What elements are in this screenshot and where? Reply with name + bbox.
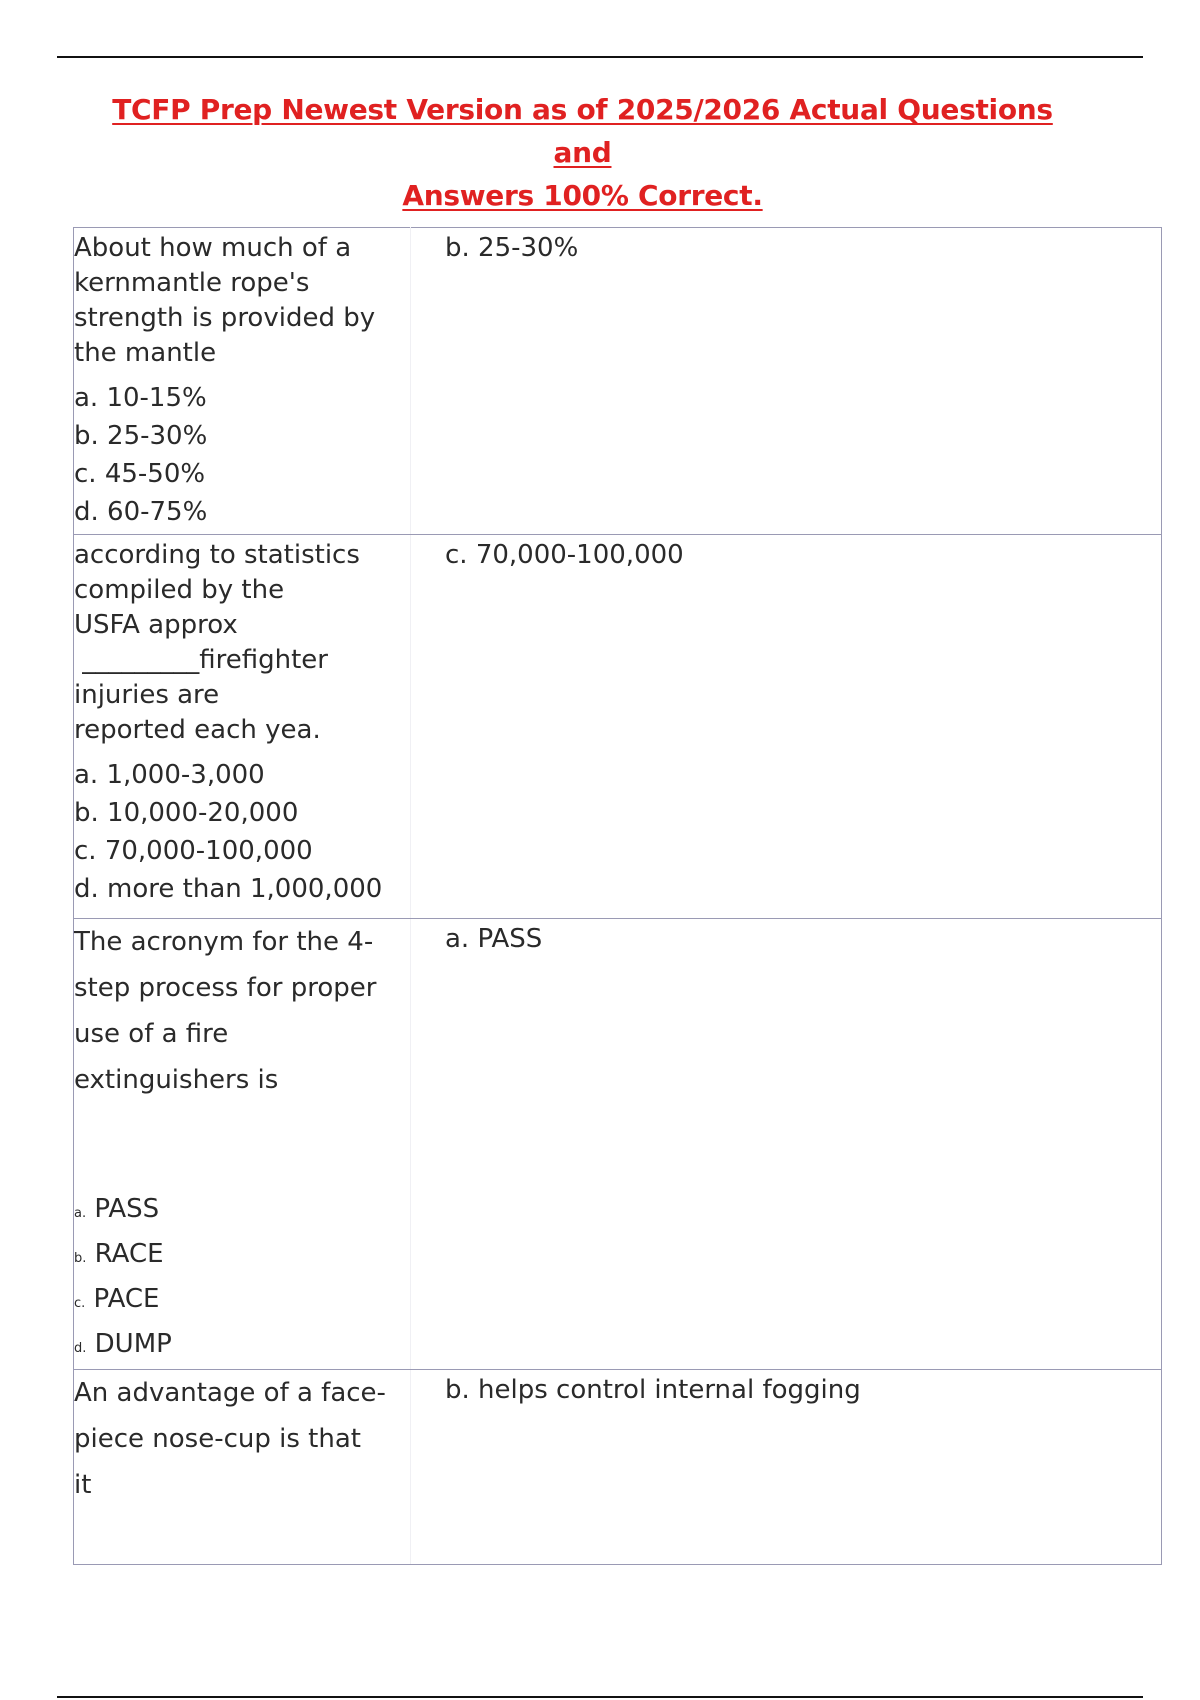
question-line: according to statistics: [74, 540, 360, 570]
title-line-2: Answers 100% Correct.: [402, 179, 763, 212]
answer-text: b. helps control internal fogging: [445, 1375, 861, 1405]
answer-text: c. 70,000-100,000: [445, 540, 684, 570]
table-row: [74, 228, 1162, 535]
option-text: RACE: [94, 1239, 164, 1269]
question-line: extinguishers is: [74, 1065, 279, 1095]
table-row: [74, 1370, 1162, 1565]
answer-cell: [411, 535, 1162, 919]
question-cell: [74, 919, 411, 1370]
question-line: injuries are: [74, 680, 220, 710]
option-letter: c.: [74, 1296, 86, 1311]
option-item: a. 10-15%: [74, 383, 207, 413]
question-text: [74, 228, 410, 371]
option-item: [74, 1279, 410, 1324]
question-cell: [74, 228, 411, 535]
option-item: a. 1,000-3,000: [74, 760, 265, 790]
option-list: [74, 379, 410, 531]
option-letter: a.: [74, 1206, 87, 1221]
option-item: [74, 1234, 410, 1279]
question-line: it: [74, 1470, 92, 1500]
question-line: use of a fire: [74, 1019, 229, 1049]
option-item: b. 10,000-20,000: [74, 798, 299, 828]
answer-text: a. PASS: [445, 924, 543, 954]
option-item: d. 60-75%: [74, 497, 208, 527]
table-row: [74, 535, 1162, 919]
question-line: the mantle: [74, 338, 217, 368]
table-row: [74, 919, 1162, 1370]
question-line: An advantage of a face-: [74, 1378, 386, 1408]
question-line: USFA approx: [74, 610, 238, 640]
bottom-rule: [57, 1696, 1143, 1698]
option-item: [74, 1324, 410, 1369]
answer-text: b. 25-30%: [445, 233, 579, 263]
question-line: reported each yea.: [74, 715, 321, 745]
question-text: [74, 535, 410, 748]
question-line: step process for proper: [74, 973, 377, 1003]
qa-table: [73, 227, 1162, 1565]
option-letter: b.: [74, 1251, 87, 1266]
question-line: _________firefighter: [74, 645, 328, 675]
option-item: d. more than 1,000,000: [74, 874, 383, 904]
option-list: [74, 756, 410, 908]
answer-cell: [411, 1370, 1162, 1565]
option-item: c. 70,000-100,000: [74, 836, 313, 866]
question-line: compiled by the: [74, 575, 285, 605]
question-text: [74, 919, 410, 1103]
option-item: [74, 1189, 410, 1234]
question-line: kernmantle rope's: [74, 268, 310, 298]
option-item: c. 45-50%: [74, 459, 206, 489]
question-cell: [74, 535, 411, 919]
question-line: About how much of a: [74, 233, 352, 263]
question-line: piece nose-cup is that: [74, 1424, 361, 1454]
option-letter: d.: [74, 1341, 87, 1356]
answer-cell: [411, 228, 1162, 535]
title-line-1: TCFP Prep Newest Version as of 2025/2026 Actual Questions and: [112, 93, 1053, 169]
top-rule: [57, 56, 1143, 58]
answer-cell: [411, 919, 1162, 1370]
page-title: [80, 88, 1085, 217]
option-list: [74, 1189, 410, 1369]
option-item: b. 25-30%: [74, 421, 208, 451]
question-text: [74, 1370, 410, 1508]
question-line: The acronym for the 4-: [74, 927, 374, 957]
option-text: PACE: [93, 1284, 160, 1314]
question-cell: [74, 1370, 411, 1565]
option-text: DUMP: [94, 1329, 172, 1359]
question-line: strength is provided by: [74, 303, 376, 333]
option-text: PASS: [94, 1194, 160, 1224]
